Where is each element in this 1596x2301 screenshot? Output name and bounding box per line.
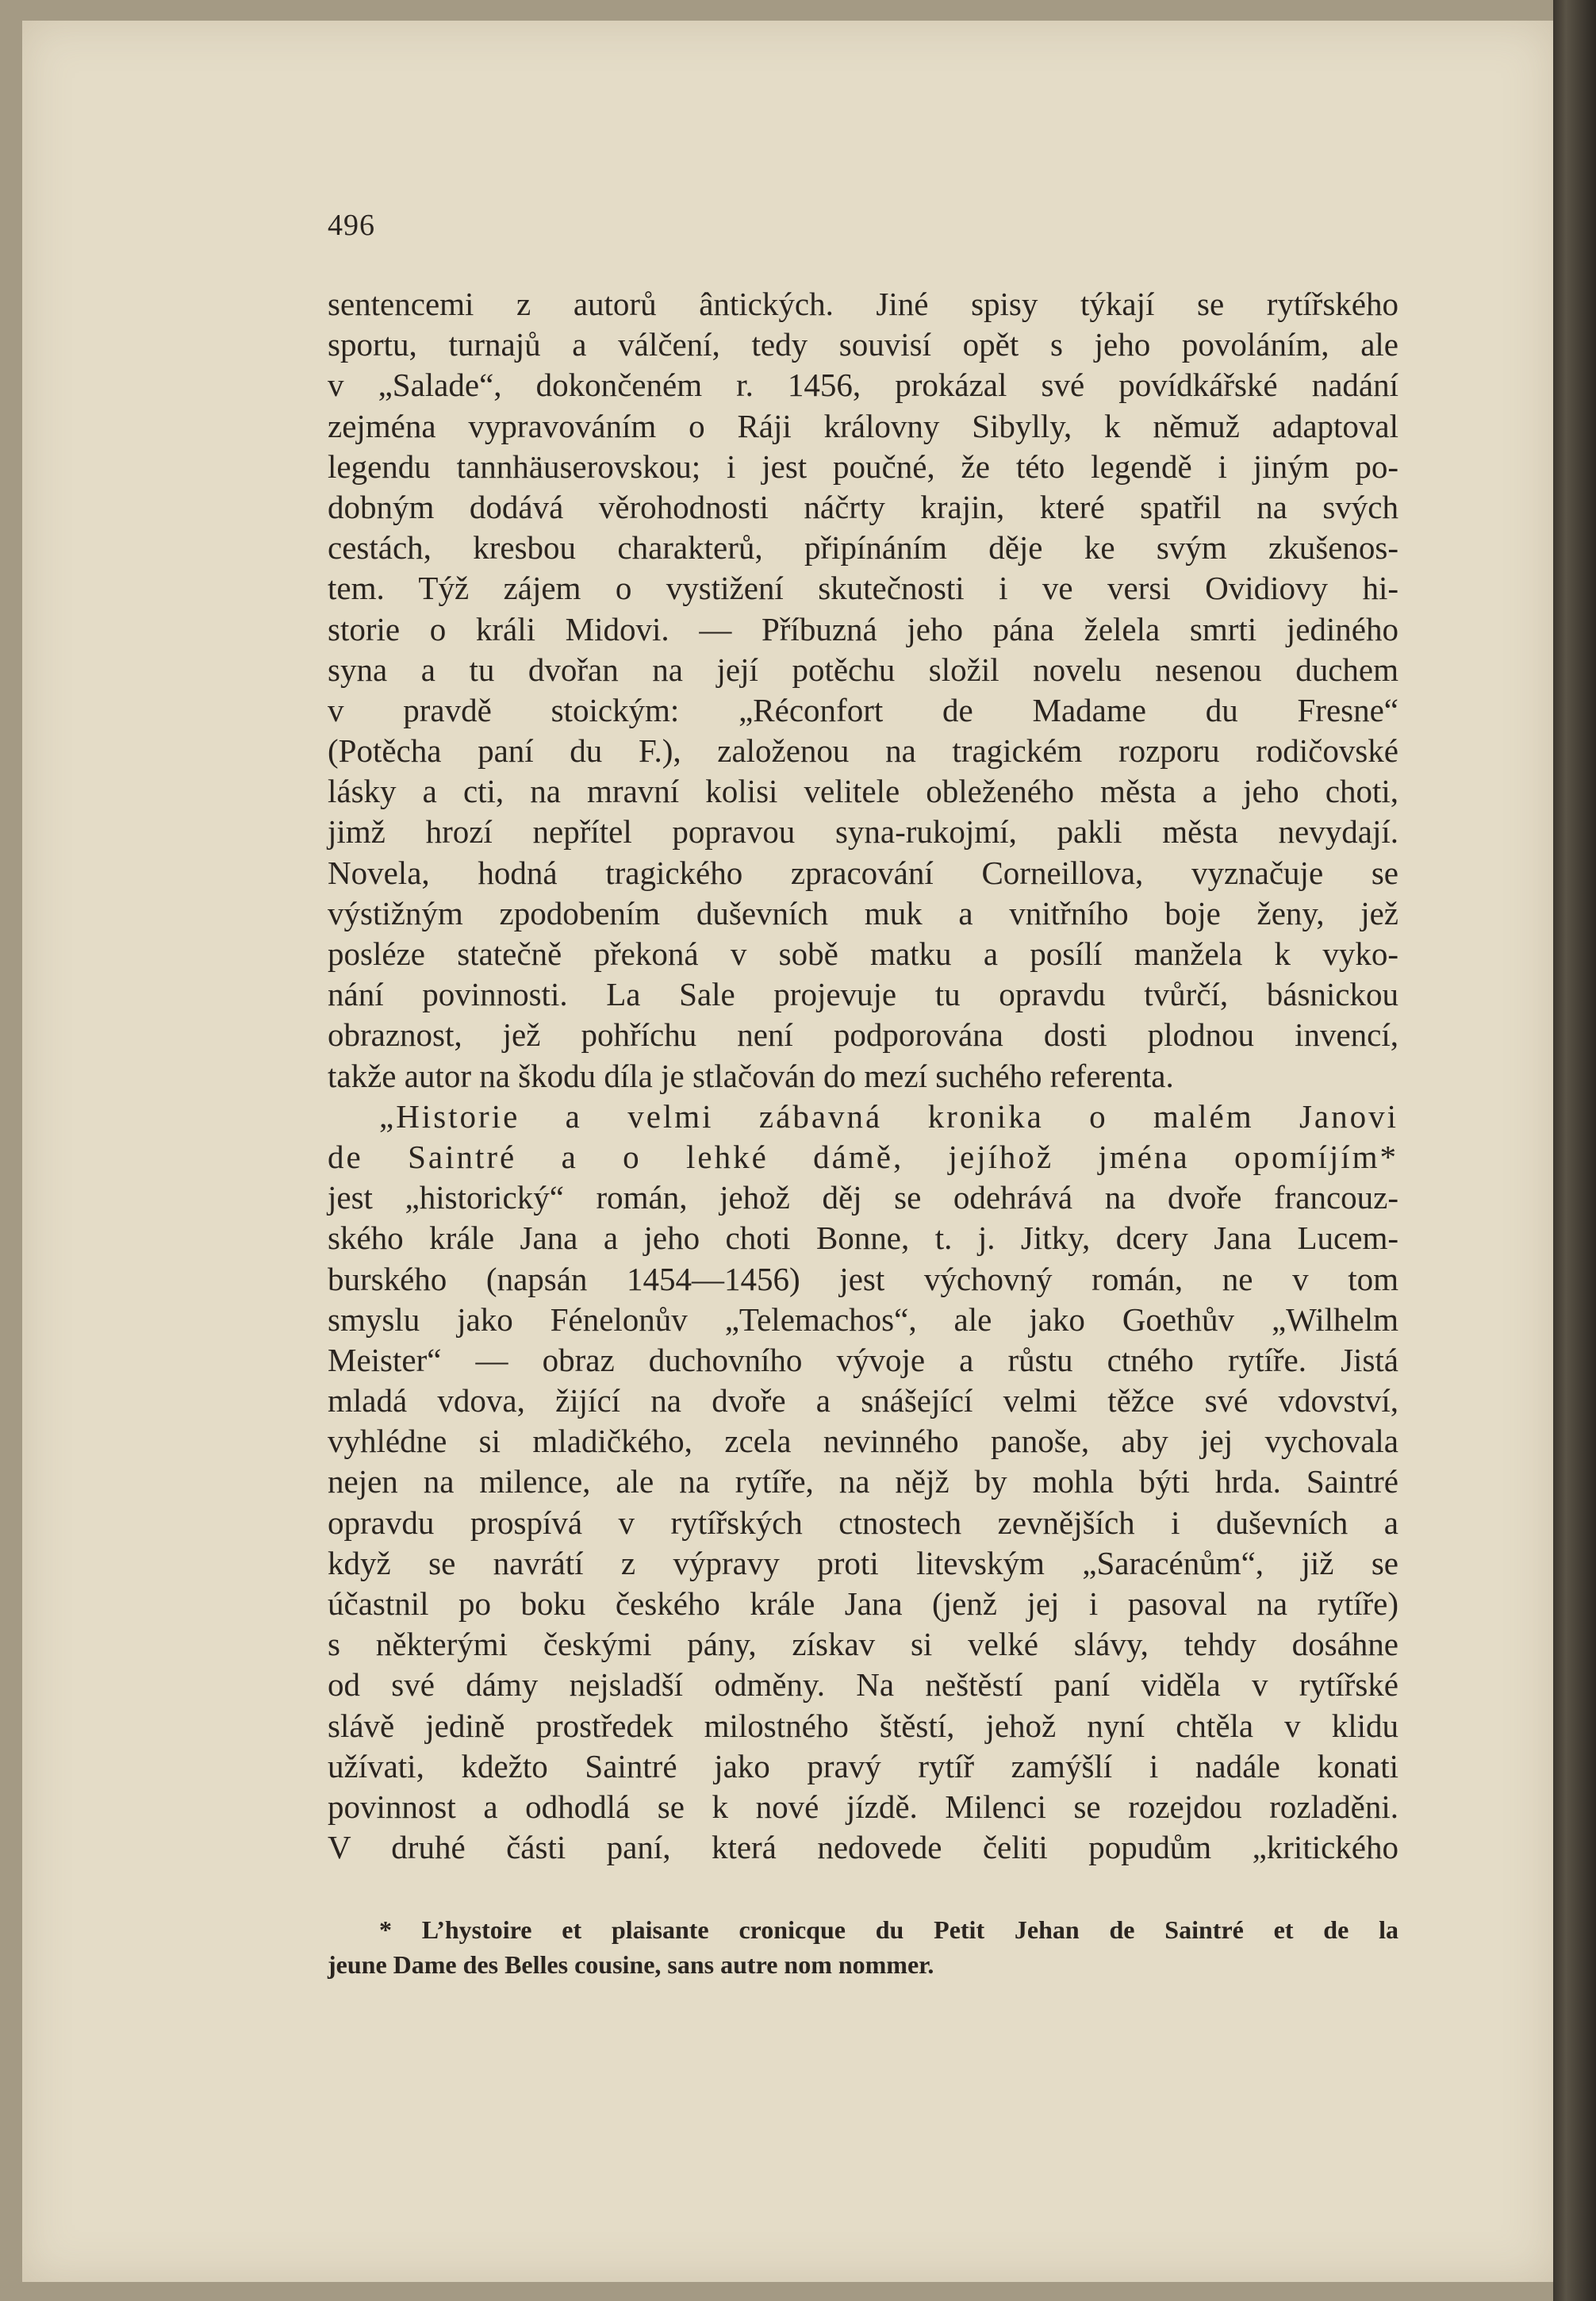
text-line: V druhé části paní, která nedovede čeliti popudům „kritického bbox=[328, 1829, 1398, 1866]
text-line: Meister“ — obraz duchovního vývoje a růstu ctného rytíře. Jistá bbox=[328, 1341, 1398, 1378]
text-line: jest „historický“ román, jehož děj se odehrává na dvoře francouz- bbox=[328, 1179, 1398, 1216]
text-line: Novela, hodná tragického zpracování Corneillova, vyznačuje se bbox=[328, 854, 1398, 891]
text-line: nejen na milence, ale na rytíře, na nějž by mohla býti hrda. Saintré bbox=[328, 1463, 1398, 1500]
text-line: s některými českými pány, získav si velké slávy, tehdy dosáhne bbox=[328, 1626, 1398, 1663]
text-line: slávě jedině prostředek milostného štěstí, jehož nyní chtěla v klidu bbox=[328, 1707, 1398, 1744]
page-number: 496 bbox=[328, 209, 375, 242]
text-line: v pravdě stoickým: „Réconfort de Madame du Fresne“ bbox=[328, 691, 1398, 728]
footnote-line: jeune Dame des Belles cousine, sans autre nom nommer. bbox=[328, 1950, 934, 1979]
text-line: sentencemi z autorů ântických. Jiné spisy týkají se rytířského bbox=[328, 286, 1398, 322]
text-line: storie o králi Midovi. — Příbuzná jeho pána želela smrti jediného bbox=[328, 610, 1398, 647]
text-line: cestách, kresbou charakterů, připínáním děje ke svým zkušenos- bbox=[328, 529, 1398, 567]
text-line: dobným dodává věrohodnosti náčrty krajin, které spatřil na svých bbox=[328, 488, 1398, 525]
text-line: zejména vypravováním o Ráji královny Sibylly, k němuž adaptoval bbox=[328, 407, 1398, 444]
text-line: obraznost, jež pohříchu není podporována dosti plodnou invencí, bbox=[328, 1016, 1398, 1054]
text-line: vyhlédne si mladičkého, zcela nevinného panoše, aby jej vychovala bbox=[328, 1423, 1398, 1460]
book-spine-edge bbox=[1553, 0, 1596, 2301]
text-line: nání povinnosti. La Sale projevuje tu opravdu tvůrčí, básnickou bbox=[328, 976, 1398, 1013]
text-line: jimž hrozí nepřítel popravou syna-rukojmí, pakli města nevydají. bbox=[328, 813, 1398, 851]
text-line: účastnil po boku českého krále Jana (jenž jej i pasoval na rytíře) bbox=[328, 1585, 1398, 1622]
text-line: když se navrátí z výpravy proti litevským „Saracénům“, již se bbox=[328, 1544, 1398, 1581]
text-line: smyslu jako Fénelonův „Telemachos“, ale jako Goethův „Wilhelm bbox=[328, 1300, 1398, 1338]
text-line: ského krále Jana a jeho choti Bonne, t. j. Jitky, dcery Jana Lucem- bbox=[328, 1220, 1398, 1257]
text-line: sportu, turnajů a válčení, tedy souvisí opět s jeho povoláním, ale bbox=[328, 326, 1398, 363]
text-line: syna a tu dvořan na její potěchu složil novelu nesenou duchem bbox=[328, 651, 1398, 688]
footnote-line: * L’hystoire et plaisante cronicque du Petit Jehan de Saintré et de la bbox=[379, 1915, 1398, 1944]
text-line: de Saintré a o lehké dámě, jejíhož jména opomíjím* bbox=[328, 1138, 1398, 1175]
body-text bbox=[328, 284, 1398, 1868]
text-line: povinnost a odhodlá se k nové jízdě. Milenci se rozejdou rozladěni. bbox=[328, 1788, 1398, 1825]
text-line: opravdu prospívá v rytířských ctnostech zevnějších i duševních a bbox=[328, 1504, 1398, 1541]
text-line: takže autor na škodu díla je stlačován do mezí suchého referenta. bbox=[328, 1057, 1174, 1094]
text-line: burského (napsán 1454—1456) jest výchovný román, ne v tom bbox=[328, 1260, 1398, 1297]
text-line: užívati, kdežto Saintré jako pravý rytíř zamýšlí i nadále konati bbox=[328, 1747, 1398, 1784]
text-line: legendu tannhäuserovskou; i jest poučné, že této legendě i jiným po- bbox=[328, 448, 1398, 485]
text-line: od své dámy nejsladší odměny. Na neštěstí paní viděla v rytířské bbox=[328, 1666, 1398, 1704]
text-line: v „Salade“, dokončeném r. 1456, prokázal své povídkářské nadání bbox=[328, 367, 1398, 404]
text-line: lásky a cti, na mravní kolisi velitele obleženého města a jeho choti, bbox=[328, 773, 1398, 810]
text-line: tem. Týž zájem o vystižení skutečnosti i ve versi Ovidiovy hi- bbox=[328, 570, 1398, 607]
footnote bbox=[328, 1912, 1398, 1982]
text-line: mladá vdova, žijící na dvoře a snášející velmi těžce své vdovství, bbox=[328, 1382, 1398, 1419]
text-line: výstižným zpodobením duševních muk a vnitřního boje ženy, jež bbox=[328, 894, 1398, 932]
text-line: posléze statečně překoná v sobě matku a posílí manžela k vyko- bbox=[328, 935, 1398, 972]
text-line: (Potěcha paní du F.), založenou na tragickém rozporu rodičovské bbox=[328, 732, 1398, 770]
text-line: „Historie a velmi zábavná kronika o malém Janovi bbox=[379, 1097, 1398, 1135]
